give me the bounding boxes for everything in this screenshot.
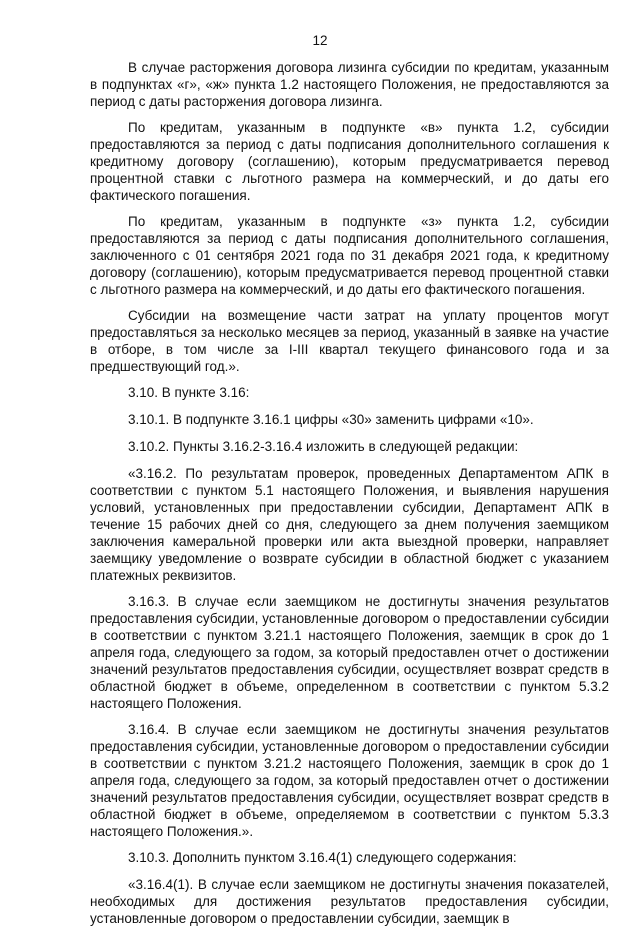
paragraph-3-10-2: 3.10.2. Пункты 3.16.2-3.16.4 изложить в следующей редакции: (128, 439, 519, 454)
paragraph-3-10-1: 3.10.1. В подпункте 3.16.1 цифры «30» заменить цифрами «10». (128, 412, 534, 427)
paragraph-3-16-4-1: «3.16.4(1). В случае если заемщиком не достигнуты значения показателей, необходимых для достижения результатов предоставления субсидии, установленные договором о предоставлении субсидии, заемщик в (90, 877, 609, 926)
paragraph-subpoint-v: По кредитам, указанным в подпункте «в» пункта 1.2, субсидии предоставляются за период с даты подписания дополнительного соглашения к кредитному договору (соглашению), которым предусматривается перевод процентной ставки с льготного размера на коммерческий, и до даты его фактического погашения. (90, 120, 609, 203)
document-body (90, 59, 609, 927)
paragraph-3-16-3: 3.16.3. В случае если заемщиком не достигнуты значения результатов предоставления субсидии, установленные договором о предоставлении субсидии в соответствии с пунктом 3.21.1 настоящего Положения, заемщик в срок до 1 апреля года, следующего за годом, за который предоставлен отчет о достижении значений результатов предоставления субсидии, осуществляет возврат средств в областной бюджет в объеме, определенном в соответствии с пунктом 5.3.2 настоящего Положения. (90, 594, 609, 711)
page-number: 12 (312, 33, 328, 48)
paragraph-subpoint-z: По кредитам, указанным в подпункте «з» пункта 1.2, субсидии предоставляются за период с даты подписания дополнительного соглашения, заключенного с 01 сентября 2021 года по 31 декабря 2021 года, к кредитному договору (соглашению), которым предусматривается перевод процентной ставки с льготного размера на коммерческий, и до даты его фактического погашения. (90, 214, 609, 297)
paragraph-3-10-3: 3.10.3. Дополнить пунктом 3.16.4(1) следующего содержания: (128, 850, 517, 865)
paragraph-3-16-2: «3.16.2. По результатам проверок, проведенных Департаментом АПК в соответствии с пунктом 5.1 настоящего Положения, и выявления нарушения условий, установленных при предоставлении субсидии, Департамент АПК в течение 15 рабочих дней со дня, следующего за днем получения заемщиком заключения камеральной проверки или акта выездной проверки, направляет заемщику уведомление о возврате субсидии в областной бюджет с указанием платежных реквизитов. (90, 466, 609, 583)
paragraph-3-10: 3.10. В пункте 3.16: (128, 385, 250, 400)
paragraph-lease-termination: В случае расторжения договора лизинга субсидии по кредитам, указанным в подпунктах «г», «ж» пункта 1.2 настоящего Положения, не предоставляются за период с даты расторжения договора лизинга. (90, 60, 609, 109)
paragraph-3-16-4: 3.16.4. В случае если заемщиком не достигнуты значения результатов предоставления субсидии, установленные договором о предоставлении субсидии в соответствии с пунктом 3.21.2 настоящего Положения, заемщик в срок до 1 апреля года, следующего за годом, за который предоставлен отчет о достижении значений результатов предоставления субсидии, осуществляет возврат средств в областной бюджет в объеме, определяемом в соответствии с пунктом 5.3.3 настоящего Положения.». (90, 722, 609, 839)
paragraph-subsidy-period: Субсидии на возмещение части затрат на уплату процентов могут предоставляться за несколько месяцев за период, указанный в заявке на участие в отборе, в том числе за I-III квартал текущего финансового года и за предшествующий год.». (90, 308, 609, 374)
